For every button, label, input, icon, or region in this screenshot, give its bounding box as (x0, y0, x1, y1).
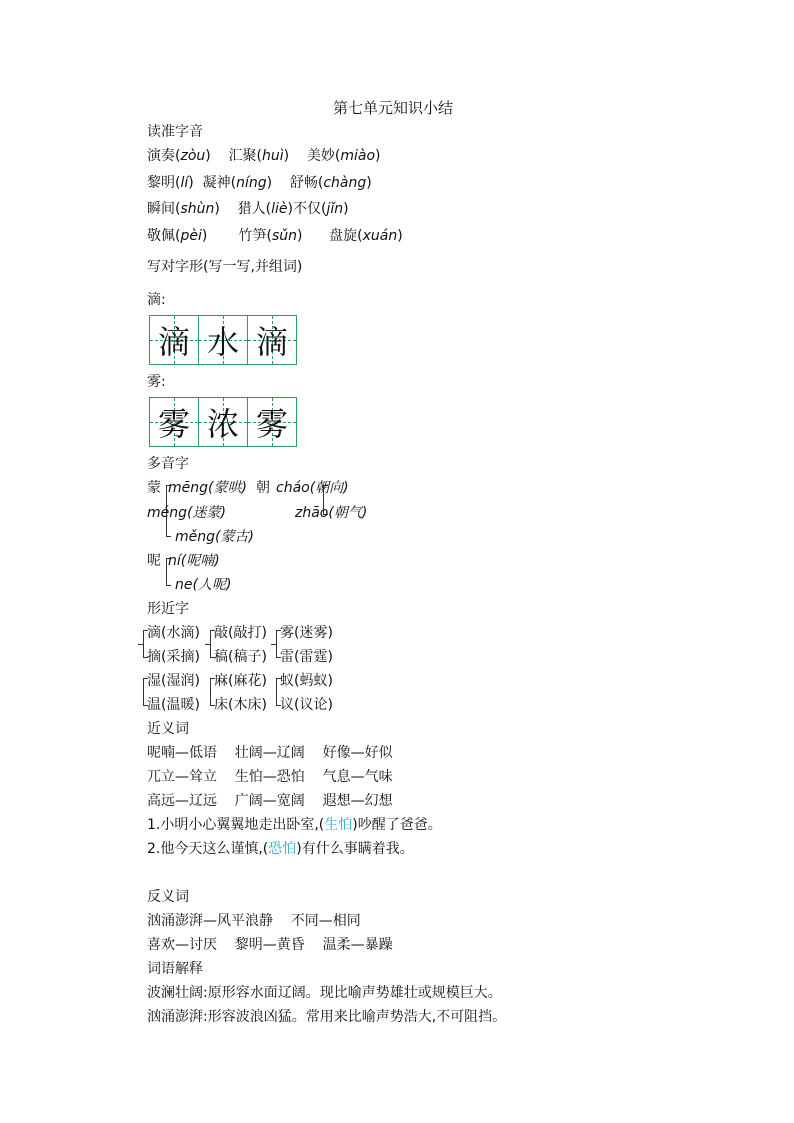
character-grid (149, 315, 296, 365)
similar-item: 议(议论) (280, 697, 333, 713)
antonyms-heading: 反义词 (147, 889, 189, 905)
poly-reading: ne(人呢) (175, 577, 232, 593)
poly-reading: cháo(朝向) (276, 480, 349, 496)
synonym-exercise-1: 1.小明小心翼翼地走出卧室,(生怕)吵醒了爸爸。 (147, 817, 442, 833)
poly-reading: mēng(蒙哄) (168, 480, 247, 496)
writing-label: 雾: (147, 374, 166, 390)
writing-heading: 写对字形(写一写,并组词) (147, 259, 303, 275)
similar-item: 床(木床) (214, 697, 267, 713)
poly-reading: měng(蒙古) (175, 529, 254, 545)
character-grid (149, 397, 296, 447)
synonym-exercise-2: 2.他今天这么谨慎,(恐怕)有什么事瞒着我。 (147, 841, 414, 857)
answer: 恐怕 (268, 841, 297, 857)
poly-reading: méng(迷蒙) (147, 505, 226, 521)
similar-heading: 形近字 (147, 601, 189, 617)
similar-item: 摘(采摘) (147, 649, 200, 665)
poly-char-zhao: 朝 (256, 480, 270, 496)
similar-item: 麻(麻花) (214, 673, 267, 689)
poly-char-meng: 蒙 (147, 480, 161, 496)
synonyms-row: 兀立—耸立 生怕—恐怕 气息—气味 (147, 769, 393, 785)
similar-item: 雾(迷雾) (280, 625, 333, 641)
synonyms-row: 高远—辽远 广阔—宽阔 遐想—幻想 (147, 793, 393, 809)
answer: 生怕 (324, 817, 353, 833)
similar-item: 湿(湿润) (147, 673, 200, 689)
similar-item: 敲(敲打) (214, 625, 267, 641)
poly-reading: ní(呢喃) (168, 553, 220, 569)
brace (143, 630, 144, 658)
reading-heading: 读准字音 (147, 124, 203, 140)
brace (210, 630, 211, 658)
poly-char-ne: 呢 (147, 553, 161, 569)
reading-row: 黎明(lí) 凝神(níng) 舒畅(chàng) (147, 175, 372, 191)
antonyms-row: 喜欢—讨厌 黎明—黄昏 温柔—暴躁 (147, 937, 393, 953)
grid-cell: 浓 (198, 397, 248, 447)
reading-row: 敬佩(pèi) 竹笋(sǔn) 盘旋(xuán) (147, 228, 403, 244)
explanation-row: 波澜壮阔:原形容水面辽阔。现比喻声势雄壮或规模巨大。 (147, 985, 502, 1001)
reading-row: 瞬间(shùn) 猎人(liè)不仅(jǐn) (147, 201, 349, 217)
similar-item: 蚁(蚂蚁) (280, 673, 333, 689)
grid-cell: 水 (198, 315, 248, 365)
reading-row: 演奏(zòu) 汇聚(huì) 美妙(miào) (147, 148, 381, 164)
grid-cell: 滴 (247, 315, 297, 365)
brace (143, 678, 144, 706)
brace (276, 630, 277, 658)
grid-cell: 雾 (149, 397, 199, 447)
similar-item: 滴(水滴) (147, 625, 200, 641)
writing-label: 滴: (147, 292, 166, 308)
grid-cell: 滴 (149, 315, 199, 365)
poly-reading: zhāo(朝气) (295, 505, 368, 521)
antonyms-row: 汹涌澎湃—风平浪静 不同—相同 (147, 913, 361, 929)
brace (276, 678, 277, 706)
explanations-heading: 词语解释 (147, 961, 203, 977)
grid-cell: 雾 (247, 397, 297, 447)
similar-item: 稿(稿子) (214, 649, 267, 665)
similar-item: 雷(雷霆) (280, 649, 333, 665)
explanation-row: 汹涌澎湃:形容波浪凶猛。常用来比喻声势浩大,不可阻挡。 (147, 1009, 507, 1025)
polyphonic-heading: 多音字 (147, 456, 189, 472)
brace (210, 678, 211, 706)
page-title: 第七单元知识小结 (333, 99, 454, 117)
brace (166, 558, 167, 586)
similar-item: 温(温暖) (147, 697, 200, 713)
synonyms-row: 呢喃—低语 壮阔—辽阔 好像—好似 (147, 745, 393, 761)
synonyms-heading: 近义词 (147, 721, 189, 737)
